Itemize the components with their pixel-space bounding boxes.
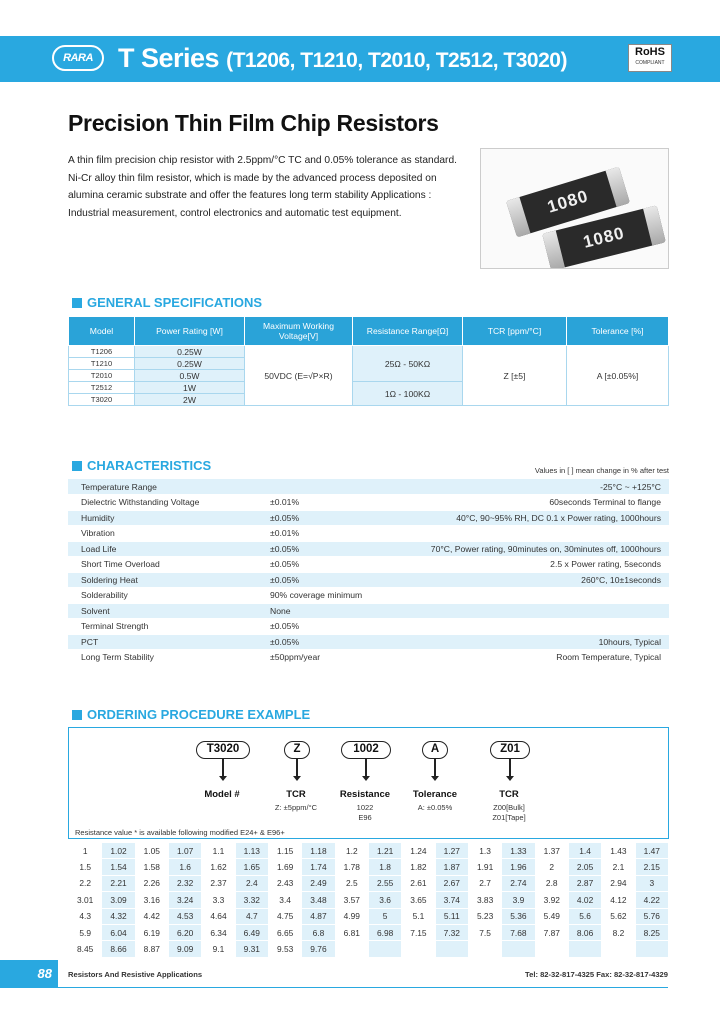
characteristic-item: Temperature Range bbox=[68, 479, 266, 495]
table-row bbox=[68, 541, 669, 557]
value-cell: 1 bbox=[69, 843, 102, 859]
value-cell: 3.3 bbox=[202, 892, 235, 908]
characteristic-value: ±0.01% bbox=[266, 495, 406, 511]
value-cell: 1.15 bbox=[268, 843, 301, 859]
model-cell: T1206 bbox=[69, 346, 135, 358]
footer-rule bbox=[58, 987, 668, 988]
col-header: Tolerance [%] bbox=[567, 317, 669, 346]
value-cell: 2.74 bbox=[502, 875, 535, 891]
value-cell: 1.96 bbox=[502, 859, 535, 875]
value-cell: 3.4 bbox=[268, 892, 301, 908]
rohs-sub-label: COMPLIANT bbox=[635, 60, 665, 66]
intro-paragraph: A thin film precision chip resistor with 2.5ppm/°C TC and 0.05% tolerance as standard. Ni-Cr alloy thin film resistor, which is made by the advanced process deposited on alumina ceramic substrate and offer the features long term stability Applications : Industrial measurement, control electronics and automatic test equipment. bbox=[68, 155, 457, 219]
value-cell: 2.8 bbox=[535, 875, 568, 891]
series-models: (T1206, T1210, T2010, T2512, T3020) bbox=[226, 49, 567, 72]
value-cell: 4.02 bbox=[568, 892, 601, 908]
characteristics-table bbox=[68, 479, 669, 666]
value-cell: 2.05 bbox=[568, 859, 601, 875]
characteristics-heading: CHARACTERISTICS bbox=[72, 458, 211, 473]
table-row bbox=[69, 941, 669, 957]
value-cell: 1.21 bbox=[368, 843, 401, 859]
table-row bbox=[69, 924, 669, 940]
test-condition: 2.5 x Power rating, 5seconds bbox=[406, 557, 669, 573]
characteristic-value: ±0.05% bbox=[266, 619, 406, 635]
characteristic-value: ±0.05% bbox=[266, 510, 406, 526]
characteristic-item: Dielectric Withstanding Voltage bbox=[68, 495, 266, 511]
value-cell: 4.32 bbox=[102, 908, 135, 924]
value-cell: 1.47 bbox=[635, 843, 668, 859]
range-cell: 1Ω - 100KΩ bbox=[353, 382, 463, 406]
table-row bbox=[69, 875, 669, 891]
value-cell: 5.6 bbox=[568, 908, 601, 924]
value-cell: 5.9 bbox=[69, 924, 102, 940]
value-cell: 4.99 bbox=[335, 908, 368, 924]
general-spec-heading: GENERAL SPECIFICATIONS bbox=[72, 295, 262, 310]
table-row bbox=[68, 572, 669, 588]
col-header: Model bbox=[69, 317, 135, 346]
value-cell bbox=[568, 941, 601, 957]
table-row bbox=[68, 510, 669, 526]
characteristic-item: PCT bbox=[68, 634, 266, 650]
value-cell: 8.87 bbox=[135, 941, 168, 957]
tolerance-code-box: A bbox=[422, 741, 448, 759]
value-cell: 7.15 bbox=[402, 924, 435, 940]
value-cell: 2.37 bbox=[202, 875, 235, 891]
value-cell: 1.87 bbox=[435, 859, 468, 875]
tcr-cell: Z [±5] bbox=[463, 346, 567, 406]
arrow-down-icon bbox=[293, 776, 301, 781]
value-cell: 1.74 bbox=[302, 859, 335, 875]
page-number: 88 bbox=[0, 960, 58, 988]
model-code-box: T3020 bbox=[196, 741, 250, 759]
test-condition: -25°C ~ +125°C bbox=[406, 479, 669, 495]
value-cell: 3.24 bbox=[168, 892, 201, 908]
value-cell bbox=[368, 941, 401, 957]
value-cell: 1.2 bbox=[335, 843, 368, 859]
rohs-label: RoHS bbox=[635, 46, 665, 58]
tolerance-label: Tolerance bbox=[412, 789, 458, 800]
value-cell: 8.45 bbox=[69, 941, 102, 957]
value-cell: 9.76 bbox=[302, 941, 335, 957]
value-cell: 5.11 bbox=[435, 908, 468, 924]
product-photo bbox=[480, 148, 669, 269]
value-cell: 2.2 bbox=[69, 875, 102, 891]
value-cell: 1.5 bbox=[69, 859, 102, 875]
value-cell: 1.54 bbox=[102, 859, 135, 875]
value-cell: 3.6 bbox=[368, 892, 401, 908]
arrow-down-icon bbox=[431, 776, 439, 781]
value-cell: 1.4 bbox=[568, 843, 601, 859]
packaging-sub: Z00[Bulk] Z01[Tape] bbox=[492, 803, 526, 822]
voltage-cell: 50VDC (E=√P×R) bbox=[245, 346, 353, 406]
value-cell: 7.32 bbox=[435, 924, 468, 940]
value-cell: 5 bbox=[368, 908, 401, 924]
tcr-sub: Z: ±5ppm/°C bbox=[274, 803, 318, 812]
value-cell: 1.33 bbox=[502, 843, 535, 859]
table-row bbox=[68, 495, 669, 511]
model-cell: T3020 bbox=[69, 394, 135, 406]
table-row bbox=[68, 557, 669, 573]
arrow-down-icon bbox=[362, 776, 370, 781]
value-cell: 3.16 bbox=[135, 892, 168, 908]
value-cell: 1.6 bbox=[168, 859, 201, 875]
value-cell: 8.66 bbox=[102, 941, 135, 957]
test-condition: 10hours, Typical bbox=[406, 634, 669, 650]
value-cell: 3.48 bbox=[302, 892, 335, 908]
value-cell: 4.87 bbox=[302, 908, 335, 924]
packaging-code-box: Z01 bbox=[490, 741, 530, 759]
power-cell: 2W bbox=[135, 394, 245, 406]
characteristic-item: Terminal Strength bbox=[68, 619, 266, 635]
characteristic-value bbox=[266, 479, 406, 495]
value-cell: 6.49 bbox=[235, 924, 268, 940]
resistance-code-box: 1002 bbox=[341, 741, 391, 759]
value-cell: 9.09 bbox=[168, 941, 201, 957]
value-cell: 3.57 bbox=[335, 892, 368, 908]
characteristic-value: ±0.05% bbox=[266, 541, 406, 557]
test-condition bbox=[406, 619, 669, 635]
table-row bbox=[69, 908, 669, 924]
value-cell: 3.09 bbox=[102, 892, 135, 908]
characteristic-item: Humidity bbox=[68, 510, 266, 526]
tcr-code-box: Z bbox=[284, 741, 310, 759]
model-cell: T1210 bbox=[69, 358, 135, 370]
characteristic-value: ±0.01% bbox=[266, 526, 406, 542]
value-cell: 3 bbox=[635, 875, 668, 891]
value-cell: 9.53 bbox=[268, 941, 301, 957]
table-row bbox=[68, 634, 669, 650]
table-row bbox=[69, 346, 669, 358]
value-cell bbox=[635, 941, 668, 957]
col-header: Maximum Working Voltage[V] bbox=[245, 317, 353, 346]
value-cell: 4.64 bbox=[202, 908, 235, 924]
footer-contact: Tel: 82-32-817-4325 Fax: 82-32-817-4329 bbox=[525, 970, 668, 979]
table-header-row bbox=[69, 317, 669, 346]
value-cell: 8.25 bbox=[635, 924, 668, 940]
power-cell: 0.5W bbox=[135, 370, 245, 382]
range-cell: 25Ω - 50KΩ bbox=[353, 346, 463, 382]
value-cell: 6.8 bbox=[302, 924, 335, 940]
value-cell: 1.24 bbox=[402, 843, 435, 859]
value-cell bbox=[435, 941, 468, 957]
table-row bbox=[69, 859, 669, 875]
test-condition: 260°C, 10±1seconds bbox=[406, 572, 669, 588]
power-cell: 0.25W bbox=[135, 346, 245, 358]
value-cell: 5.62 bbox=[602, 908, 635, 924]
value-cell: 1.27 bbox=[435, 843, 468, 859]
value-cell: 2.67 bbox=[435, 875, 468, 891]
characteristic-value: None bbox=[266, 603, 406, 619]
test-condition: Room Temperature, Typical bbox=[406, 650, 669, 666]
col-header: Resistance Range[Ω] bbox=[353, 317, 463, 346]
value-cell: 2.4 bbox=[235, 875, 268, 891]
ordering-heading: ORDERING PROCEDURE EXAMPLE bbox=[72, 707, 310, 722]
resistance-value-note: Resistance value * is available following modified E24+ & E96+ bbox=[75, 828, 285, 837]
value-cell: 2.21 bbox=[102, 875, 135, 891]
value-cell: 3.32 bbox=[235, 892, 268, 908]
col-header: Power Rating [W] bbox=[135, 317, 245, 346]
value-cell: 6.19 bbox=[135, 924, 168, 940]
characteristic-item: Soldering Heat bbox=[68, 572, 266, 588]
table-row bbox=[68, 650, 669, 666]
value-cell: 2.5 bbox=[335, 875, 368, 891]
value-cell: 1.1 bbox=[202, 843, 235, 859]
value-cell: 1.78 bbox=[335, 859, 368, 875]
col-header: TCR [ppm/°C] bbox=[463, 317, 567, 346]
test-condition: 40°C, 90~95% RH, DC 0.1 x Power rating, 1000hours bbox=[406, 510, 669, 526]
value-cell: 2.26 bbox=[135, 875, 168, 891]
value-cell: 2.15 bbox=[635, 859, 668, 875]
series-header-band bbox=[0, 36, 720, 82]
bullet-square-icon bbox=[72, 461, 82, 471]
arrow-down-icon bbox=[219, 776, 227, 781]
value-cell: 6.20 bbox=[168, 924, 201, 940]
value-cell: 8.2 bbox=[602, 924, 635, 940]
value-cell: 2.61 bbox=[402, 875, 435, 891]
value-cell: 1.37 bbox=[535, 843, 568, 859]
characteristic-value: ±0.05% bbox=[266, 557, 406, 573]
series-title bbox=[118, 43, 567, 74]
characteristic-item: Solderability bbox=[68, 588, 266, 604]
value-cell: 1.82 bbox=[402, 859, 435, 875]
value-cell: 2.49 bbox=[302, 875, 335, 891]
rohs-badge bbox=[628, 44, 672, 72]
characteristic-item: Load Life bbox=[68, 541, 266, 557]
value-cell: 4.75 bbox=[268, 908, 301, 924]
arrow-down-icon bbox=[506, 776, 514, 781]
characteristic-item: Solvent bbox=[68, 603, 266, 619]
characteristic-value: ±0.05% bbox=[266, 572, 406, 588]
table-row bbox=[68, 526, 669, 542]
value-cell: 4.22 bbox=[635, 892, 668, 908]
table-row bbox=[68, 603, 669, 619]
value-cell: 1.8 bbox=[368, 859, 401, 875]
value-cell: 9.1 bbox=[202, 941, 235, 957]
test-condition: 60seconds Terminal to flange bbox=[406, 495, 669, 511]
value-cell: 4.3 bbox=[69, 908, 102, 924]
value-cell bbox=[402, 941, 435, 957]
value-cell: 7.68 bbox=[502, 924, 535, 940]
value-cell bbox=[468, 941, 501, 957]
chip-marking: 1080 bbox=[581, 223, 627, 252]
resistance-label: Resistance bbox=[339, 789, 391, 800]
value-cell: 2.87 bbox=[568, 875, 601, 891]
characteristic-value: ±0.05% bbox=[266, 634, 406, 650]
ordering-example-box bbox=[68, 727, 669, 839]
characteristics-note: Values in [ ] mean change in % after test bbox=[534, 466, 669, 475]
tolerance-sub: A: ±0.05% bbox=[417, 803, 453, 812]
test-condition bbox=[406, 603, 669, 619]
value-cell bbox=[502, 941, 535, 957]
characteristic-value: ±50ppm/year bbox=[266, 650, 406, 666]
value-cell: 1.65 bbox=[235, 859, 268, 875]
bullet-square-icon bbox=[72, 710, 82, 720]
table-row bbox=[68, 588, 669, 604]
tolerance-cell: A [±0.05%] bbox=[567, 346, 669, 406]
table-row bbox=[69, 892, 669, 908]
value-cell: 4.7 bbox=[235, 908, 268, 924]
value-cell: 3.83 bbox=[468, 892, 501, 908]
test-condition: 70°C, Power rating, 90minutes on, 30minutes off, 1000hours bbox=[406, 541, 669, 557]
characteristic-item: Vibration bbox=[68, 526, 266, 542]
value-cell bbox=[602, 941, 635, 957]
general-spec-table bbox=[68, 316, 669, 406]
value-cell: 2.94 bbox=[602, 875, 635, 891]
characteristic-value: 90% coverage minimum bbox=[266, 588, 406, 604]
value-cell: 7.5 bbox=[468, 924, 501, 940]
table-row bbox=[68, 619, 669, 635]
value-cell: 1.3 bbox=[468, 843, 501, 859]
value-cell: 5.23 bbox=[468, 908, 501, 924]
characteristic-item: Short Time Overload bbox=[68, 557, 266, 573]
value-cell: 7.87 bbox=[535, 924, 568, 940]
model-label: Model # bbox=[204, 789, 240, 800]
value-cell: 6.65 bbox=[268, 924, 301, 940]
test-condition bbox=[406, 588, 669, 604]
value-cell: 3.65 bbox=[402, 892, 435, 908]
value-cell bbox=[335, 941, 368, 957]
value-cell: 2.1 bbox=[602, 859, 635, 875]
value-cell: 3.74 bbox=[435, 892, 468, 908]
characteristic-item: Long Term Stability bbox=[68, 650, 266, 666]
value-cell: 3.92 bbox=[535, 892, 568, 908]
value-cell: 1.58 bbox=[135, 859, 168, 875]
page-title: Precision Thin Film Chip Resistors bbox=[68, 110, 439, 136]
value-cell: 5.36 bbox=[502, 908, 535, 924]
value-cell: 1.69 bbox=[268, 859, 301, 875]
footer-section-title: Resistors And Resistive Applications bbox=[68, 970, 203, 979]
value-cell: 1.62 bbox=[202, 859, 235, 875]
value-cell: 4.42 bbox=[135, 908, 168, 924]
table-row bbox=[69, 843, 669, 859]
value-cell: 2.32 bbox=[168, 875, 201, 891]
value-cell: 3.01 bbox=[69, 892, 102, 908]
value-cell: 6.34 bbox=[202, 924, 235, 940]
value-cell: 4.53 bbox=[168, 908, 201, 924]
value-cell: 2.43 bbox=[268, 875, 301, 891]
test-condition bbox=[406, 526, 669, 542]
value-cell: 1.18 bbox=[302, 843, 335, 859]
value-cell: 1.05 bbox=[135, 843, 168, 859]
value-cell: 5.76 bbox=[635, 908, 668, 924]
model-cell: T2512 bbox=[69, 382, 135, 394]
value-cell: 5.49 bbox=[535, 908, 568, 924]
value-cell: 6.81 bbox=[335, 924, 368, 940]
value-cell: 2.7 bbox=[468, 875, 501, 891]
value-cell: 1.07 bbox=[168, 843, 201, 859]
value-cell: 3.9 bbox=[502, 892, 535, 908]
value-cell: 4.12 bbox=[602, 892, 635, 908]
table-row bbox=[68, 479, 669, 495]
value-cell: 1.13 bbox=[235, 843, 268, 859]
value-cell: 1.91 bbox=[468, 859, 501, 875]
value-cell: 8.06 bbox=[568, 924, 601, 940]
tcr-label: TCR bbox=[286, 789, 306, 800]
brand-logo: RARA bbox=[52, 45, 104, 71]
value-cell: 6.98 bbox=[368, 924, 401, 940]
value-cell: 9.31 bbox=[235, 941, 268, 957]
value-cell: 6.04 bbox=[102, 924, 135, 940]
value-cell: 5.1 bbox=[402, 908, 435, 924]
series-name: T Series bbox=[118, 43, 220, 73]
power-cell: 1W bbox=[135, 382, 245, 394]
chip-marking: 1080 bbox=[545, 186, 591, 217]
packaging-label: TCR bbox=[499, 789, 519, 800]
resistance-sub: 1022 E96 bbox=[356, 803, 374, 822]
value-cell: 2 bbox=[535, 859, 568, 875]
value-cell bbox=[535, 941, 568, 957]
resistance-values-table bbox=[68, 842, 669, 958]
bullet-square-icon bbox=[72, 298, 82, 308]
value-cell: 1.02 bbox=[102, 843, 135, 859]
value-cell: 1.43 bbox=[602, 843, 635, 859]
model-cell: T2010 bbox=[69, 370, 135, 382]
value-cell: 2.55 bbox=[368, 875, 401, 891]
power-cell: 0.25W bbox=[135, 358, 245, 370]
